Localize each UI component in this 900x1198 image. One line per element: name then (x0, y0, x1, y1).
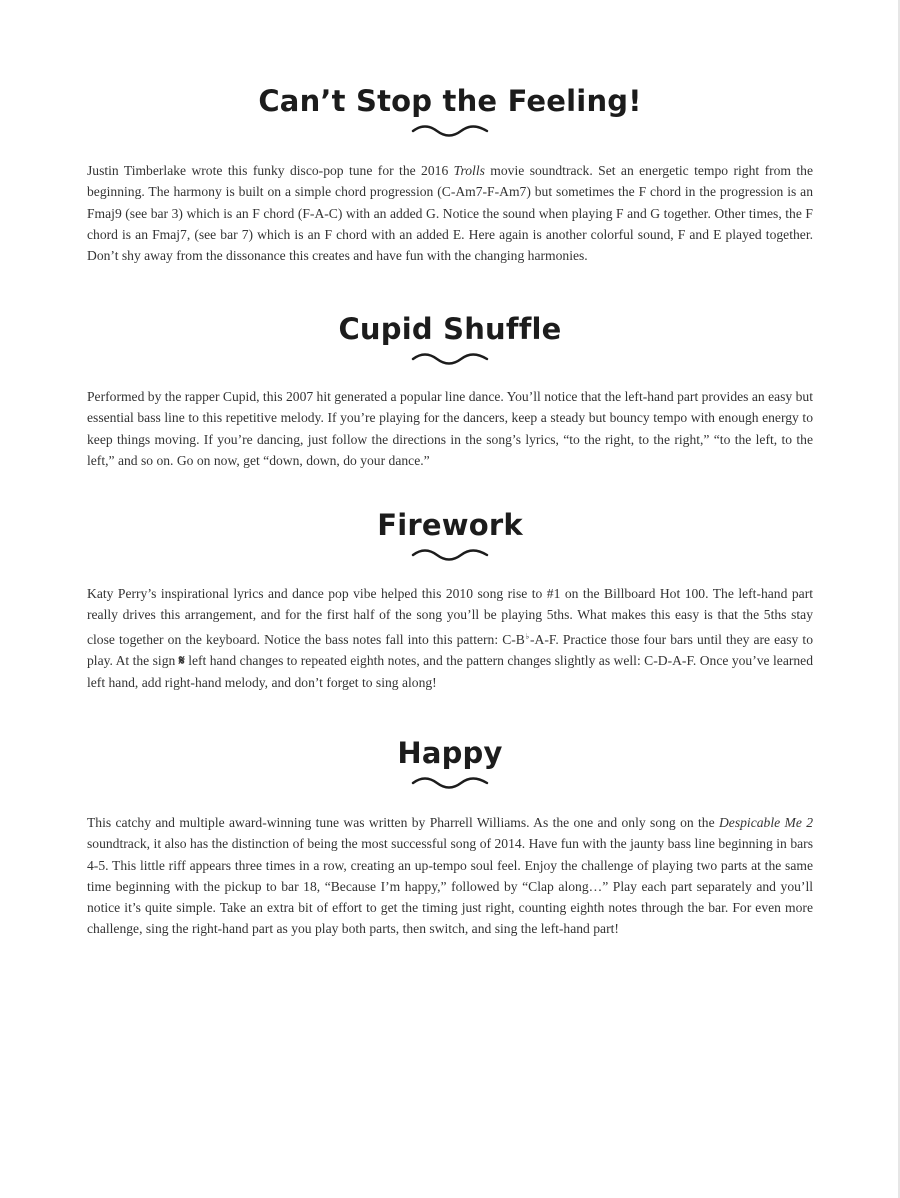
section-title: Cupid Shuffle (338, 312, 562, 346)
section-paragraph: Katy Perry’s inspirational lyrics and dance pop vibe helped this 2010 song rise to #1 on the Billboard Hot 100. The left-hand part really drives this arrangement, and for the first half of the song you’ll be playing 5ths. What makes this easy is that the 5ths stay close together on the keyboard. Notice the bass notes fall into this pattern: C-B♭-A-F. Practice those four bars until they are easy to play. At the sign 𝄋 left hand changes to repeated eighth notes, and the pattern changes slightly as well: C-D-A-F. Once you’ve learned left hand, add right-hand melody, and don’t forget to sing along! (87, 586, 814, 691)
section-cant-stop-the-feeling (87, 84, 813, 264)
section-paragraph: Justin Timberlake wrote this funky disco-pop tune for the 2016 Trolls movie soundtrack. Set an energetic tempo right from the beginning. The harmony is built on a simple chord progression (C-Am7-F-Am7) but sometimes the F chord in the progression is an Fmaj9 (see bar 3) which is an F chord (F-A-C) with an added G. Notice the sound when playing F and G together. Other times, the F chord is an Fmaj7, (see bar 7) which is an F chord with an added E. Here again is another colorful sound, F and E played together. Don’t shy away from the dissonance this creates and have fun with the changing harmonies. (87, 163, 813, 264)
squiggle-divider-icon (411, 352, 489, 366)
section-cupid-shuffle (87, 312, 813, 468)
section-title: Can’t Stop the Feeling! (258, 84, 642, 118)
section-title: Happy (397, 736, 503, 770)
section-paragraph: This catchy and multiple award-winning tune was written by Pharrell Williams. As the one and only song on the Despicable Me 2 soundtrack, it also has the distinction of being the most successful song of 2014. Have fun with the jaunty bass line beginning in bars 4-5. This little riff appears three times in a row, creating an up-tempo soul feel. Enjoy the challenge of playing two parts at the same time beginning with the pickup to bar 18, “Because I’m happy,” followed by “Clap along…” Play each part separately and you’ll notice it’s quite simple. Take an extra bit of effort to get the timing just right, counting eighth notes through the bar. For even more challenge, sing the right-hand part as you play both parts, then switch, and sing the left-hand part! (87, 815, 813, 937)
squiggle-divider-icon (411, 548, 489, 562)
flat-symbol: ♭ (524, 631, 531, 641)
squiggle-divider-icon (411, 776, 489, 790)
squiggle-divider-icon (411, 124, 489, 138)
italic-title: Despicable Me 2 (718, 815, 813, 830)
section-firework (87, 508, 814, 691)
segno-sign-icon: 𝄋 (178, 652, 185, 669)
section-title: Firework (377, 508, 523, 542)
section-happy (87, 736, 813, 937)
italic-title: Trolls (453, 163, 485, 178)
section-paragraph: Performed by the rapper Cupid, this 2007 hit generated a popular line dance. You’ll notice that the left-hand part provides an easy but essential bass line to this repetitive melody. If you’re playing for the dancers, keep a steady but bouncy tempo with enough energy to keep things moving. If you’re dancing, just follow the directions in the song’s lyrics, “to the right, to the right,” “to the left, to the left,” and so on. Go on now, get “down, down, do your dance.” (87, 389, 813, 468)
